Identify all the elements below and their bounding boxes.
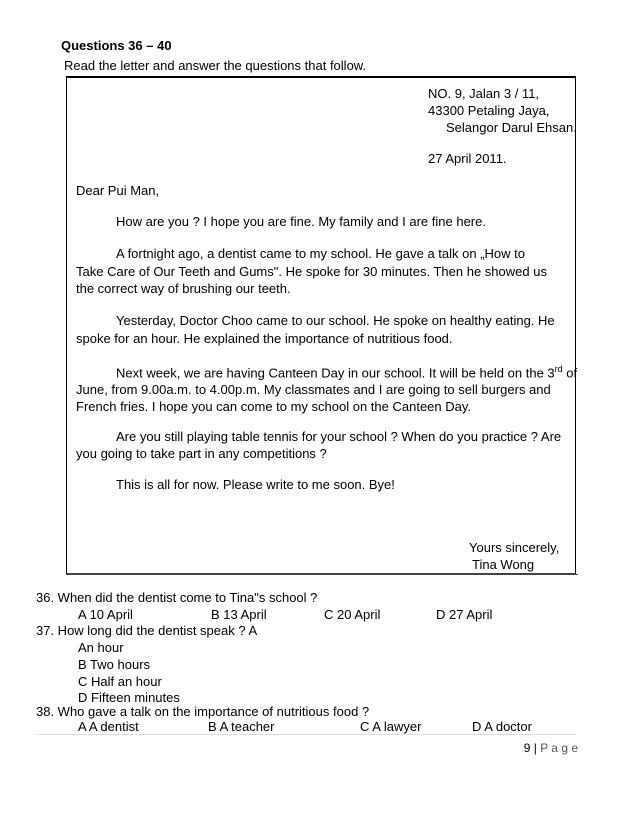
closing: Yours sincerely, bbox=[469, 540, 560, 555]
q36-option-d: D 27 April bbox=[436, 607, 493, 622]
paragraph-2-rest: Take Care of Our Teeth and Gums". He spoke for 30 minutes. Then he showed us the correct way of brushing our teeth. bbox=[76, 264, 547, 296]
paragraph-3-first-line: Yesterday, Doctor Choo came to our school. He spoke on healthy eating. He bbox=[116, 313, 555, 328]
instruction-text: Read the letter and answer the questions that follow. bbox=[64, 58, 367, 73]
q36-option-c: C 20 April bbox=[324, 607, 381, 622]
letter-date: 27 April 2011. bbox=[428, 151, 507, 166]
question-38: 38. Who gave a talk on the importance of nutritious food ? bbox=[36, 704, 370, 719]
section-heading: Questions 36 – 40 bbox=[61, 38, 172, 53]
footer-rule bbox=[36, 734, 576, 735]
q37-option-c: C Half an hour bbox=[78, 674, 162, 689]
q36-option-b: B 13 April bbox=[211, 607, 267, 622]
paragraph-4-of: of bbox=[562, 365, 578, 381]
page-number: 9 bbox=[523, 741, 531, 755]
address-line-3: Selangor Darul Ehsan. bbox=[446, 120, 577, 135]
paragraph-5-rest: you going to take part in any competitions ? bbox=[76, 446, 327, 461]
q38-option-c: C A lawyer bbox=[360, 719, 422, 734]
page-separator: | bbox=[533, 741, 537, 755]
address-line-1: NO. 9, Jalan 3 / 11, bbox=[428, 86, 540, 101]
q38-option-a: A A dentist bbox=[78, 719, 139, 734]
paragraph-4-text: Next week, we are having Canteen Day in our school. It will be held on the 3 bbox=[116, 365, 555, 381]
ordinal-suffix: rd bbox=[554, 364, 563, 374]
paragraph-4-first-line bbox=[116, 364, 577, 380]
signature: Tina Wong bbox=[472, 557, 535, 572]
page-label: P a g e bbox=[540, 741, 578, 755]
q36-option-a: A 10 April bbox=[78, 607, 133, 622]
paragraph-3-rest: spoke for an hour. He explained the importance of nutritious food. bbox=[76, 331, 453, 346]
paragraph-1: How are you ? I hope you are fine. My family and I are fine here. bbox=[116, 214, 486, 229]
paragraph-6: This is all for now. Please write to me soon. Bye! bbox=[116, 477, 395, 492]
salutation: Dear Pui Man, bbox=[76, 183, 160, 198]
letter-bottom-rule bbox=[66, 574, 578, 575]
address-line-2: 43300 Petaling Jaya, bbox=[428, 103, 550, 118]
page-footer bbox=[524, 741, 578, 755]
q37-option-a: An hour bbox=[78, 640, 124, 655]
paragraph-2-first-line: A fortnight ago, a dentist came to my school. He gave a talk on „How to bbox=[116, 246, 525, 261]
q37-option-b: B Two hours bbox=[78, 657, 151, 672]
q38-option-d: D A doctor bbox=[472, 719, 532, 734]
paragraph-5-first-line: Are you still playing table tennis for your school ? When do you practice ? Are bbox=[116, 429, 562, 444]
q38-option-b: B A teacher bbox=[208, 719, 275, 734]
paragraph-4-rest: June, from 9.00a.m. to 4.00p.m. My classmates and I are going to sell burgers and French fries. I hope you can come to my school on the Canteen Day. bbox=[76, 382, 551, 414]
q37-option-d: D Fifteen minutes bbox=[78, 690, 180, 705]
question-37: 37. How long did the dentist speak ? A bbox=[36, 623, 258, 638]
question-36: 36. When did the dentist come to Tina"s school ? bbox=[36, 590, 318, 605]
